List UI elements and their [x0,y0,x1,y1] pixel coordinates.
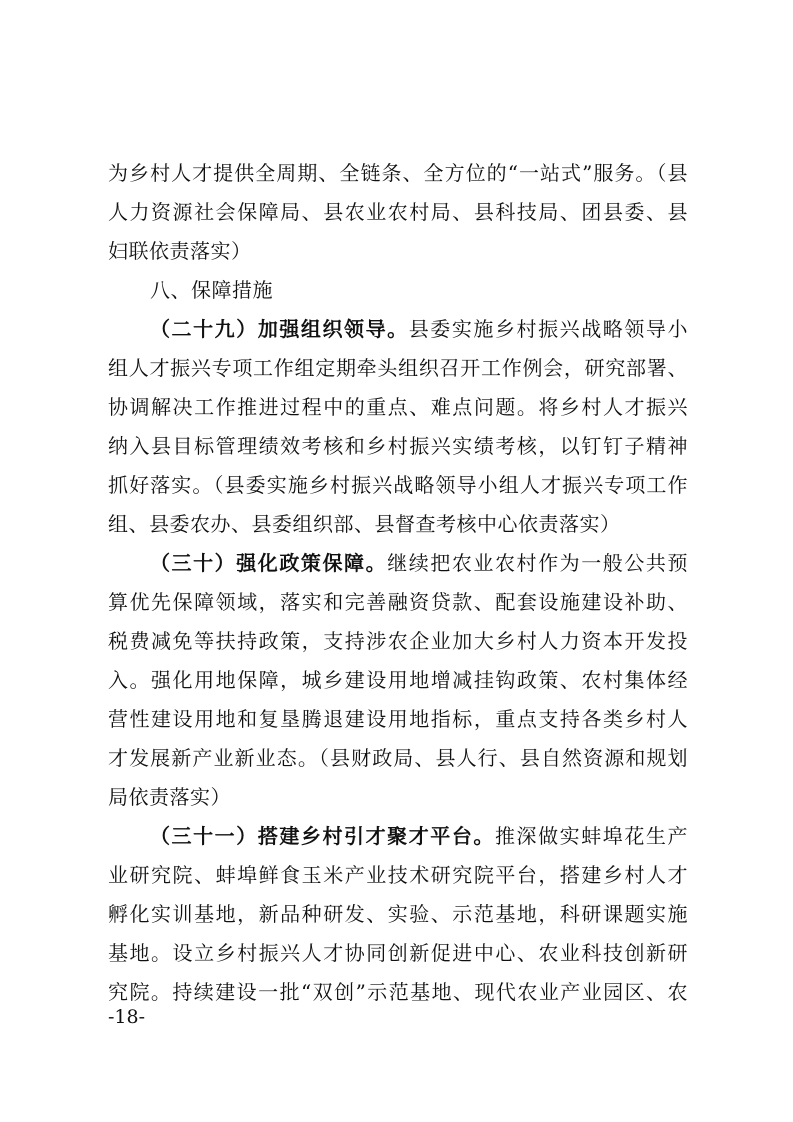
paragraph-first-line [108,817,688,856]
item-number: （二十九） [150,317,258,341]
paragraph-first-line [108,544,688,583]
text-line: 抓好落实。（县委实施乡村振兴战略领导小组人才振兴专项工作 [108,473,688,497]
page-number: -18- [108,1006,146,1028]
section-heading: 八、保障措施 [150,278,273,302]
text-line: 组人才振兴专项工作组定期牵头组织召开工作例会，研究部署、 [108,356,688,380]
text-line: 纳入县目标管理绩效考核和乡村振兴实绩考核，以钉钉子精神 [108,434,688,458]
paragraph-lead: 推深做实蚌埠花生产 [495,824,688,848]
paragraph-first-line [108,310,688,349]
text-line: 算优先保障领域，落实和完善融资贷款、配套设施建设补助、 [108,590,688,614]
text-line: 基地。设立乡村振兴人才协同创新促进中心、农业科技创新研 [108,941,688,965]
text-line: 为乡村人才提供全周期、全链条、全方位的“一站式”服务。（县 [108,161,688,185]
text-line: 局依责落实） [108,785,231,809]
item-number: （三十） [150,551,237,575]
item-number: （三十一） [150,824,258,848]
body-text [108,154,688,1012]
text-line: 妇联依责落实） [108,239,252,263]
text-line: 孵化实训基地，新品种研发、实验、示范基地，科研课题实施 [108,902,688,926]
text-line: 人力资源社会保障局、县农业农村局、县科技局、团县委、县 [108,200,688,224]
item-title: 搭建乡村引才聚才平台。 [257,824,495,848]
item-title: 加强组织领导。 [257,317,409,341]
paragraph-lead: 县委实施乡村振兴战略领导小 [408,317,688,341]
text-line: 究院。持续建设一批“双创”示范基地、现代农业产业园区、农 [108,980,688,1004]
paragraph-lead: 继续把农业农村作为一般公共预 [387,551,688,575]
text-line: 才发展新产业新业态。（县财政局、县人行、县自然资源和规划 [108,746,688,770]
text-line: 协调解决工作推进过程中的重点、难点问题。将乡村人才振兴 [108,395,688,419]
text-line: 税费减免等扶持政策，支持涉农企业加大乡村人力资本开发投 [108,629,688,653]
text-line: 入。强化用地保障，城乡建设用地增减挂钩政策、农村集体经 [108,668,688,692]
text-line: 业研究院、蚌埠鲜食玉米产业技术研究院平台，搭建乡村人才 [108,863,688,887]
text-line: 营性建设用地和复垦腾退建设用地指标，重点支持各类乡村人 [108,707,688,731]
item-title: 强化政策保障。 [236,551,388,575]
text-line: 组、县委农办、县委组织部、县督查考核中心依责落实） [108,512,621,536]
